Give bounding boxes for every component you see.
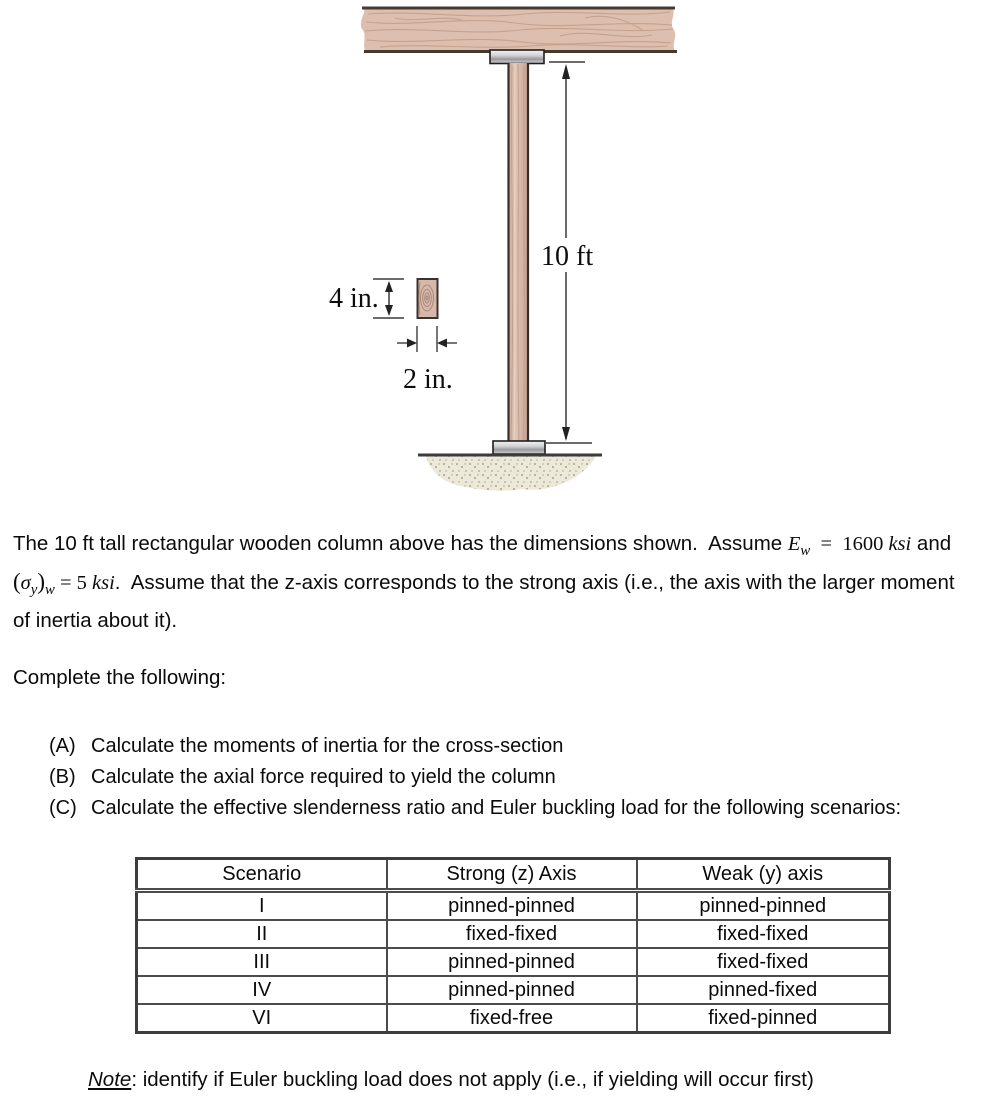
- math-open-paren: (: [13, 569, 21, 594]
- table-cell: fixed-fixed: [637, 920, 890, 948]
- table-cell: IV: [137, 976, 387, 1004]
- cross-section: [418, 279, 438, 318]
- ground: [418, 455, 602, 491]
- table-cell: fixed-fixed: [637, 948, 890, 976]
- task-marker: (B): [49, 766, 76, 788]
- math-ksi-2: ksi: [92, 572, 115, 594]
- top-cap: [490, 50, 544, 64]
- table-header-row: [137, 859, 890, 891]
- task-marker: (C): [49, 797, 77, 819]
- task-item-a: [49, 731, 979, 762]
- problem-statement: [13, 525, 973, 640]
- table-row: [137, 976, 890, 1004]
- math-E-sub: w: [800, 543, 811, 560]
- header-weak-axis: Weak (y) axis: [637, 859, 890, 891]
- header-strong-axis: Strong (z) Axis: [387, 859, 637, 891]
- table-cell: II: [137, 920, 387, 948]
- note-text: : identify if Euler buckling load does not apply (i.e., if yielding will occur first): [131, 1068, 814, 1091]
- width-dimension-label: 2 in.: [403, 364, 453, 395]
- table-cell: pinned-pinned: [387, 891, 637, 921]
- table-row: [137, 948, 890, 976]
- table-cell: VI: [137, 1004, 387, 1033]
- complete-heading: Complete the following:: [13, 666, 227, 689]
- table-cell: pinned-pinned: [387, 948, 637, 976]
- table-cell: III: [137, 948, 387, 976]
- table-cell: I: [137, 891, 387, 921]
- scenario-table: [135, 857, 891, 1034]
- math-close-paren: ): [37, 569, 45, 594]
- table-cell: pinned-pinned: [387, 976, 637, 1004]
- math-equals-5: = 5: [54, 572, 93, 594]
- table-cell: fixed-fixed: [387, 920, 637, 948]
- math-sigma: σ: [20, 572, 31, 594]
- table-cell: fixed-free: [387, 1004, 637, 1033]
- intro-text: and: [911, 532, 957, 555]
- math-E: E: [787, 533, 801, 555]
- table-cell: pinned-fixed: [637, 976, 890, 1004]
- note-label: Note: [88, 1068, 132, 1091]
- base-plate: [493, 441, 545, 454]
- column-figure: [0, 0, 1004, 505]
- table-cell: pinned-pinned: [637, 891, 890, 921]
- intro-text: The 10 ft tall rectangular wooden column above has the dimensions shown. Assume: [13, 532, 788, 555]
- task-marker: (A): [49, 735, 76, 757]
- task-list: [49, 731, 979, 824]
- task-text: Calculate the effective slenderness ratio and Euler buckling load for the following scenarios:: [91, 797, 902, 819]
- width-dimension: [397, 326, 457, 352]
- table-row: [137, 1004, 890, 1033]
- math-equals-1600: = 1600: [810, 533, 889, 555]
- depth-dimension-label: 4 in.: [329, 283, 379, 314]
- task-text: Calculate the axial force required to yield the column: [91, 766, 556, 788]
- intro-text: . Assume that the z-axis corresponds to the strong axis (i.e., the axis with the larger moment of inertia about it).: [13, 571, 961, 632]
- note: [88, 1068, 814, 1092]
- ceiling-beam: [361, 7, 677, 52]
- math-w-sub: w: [44, 582, 55, 599]
- math-sigma-sub: y: [30, 582, 38, 599]
- table-cell: fixed-pinned: [637, 1004, 890, 1033]
- table-row: [137, 891, 890, 921]
- task-text: Calculate the moments of inertia for the cross-section: [91, 735, 564, 757]
- cross-section-diagram: [329, 279, 457, 395]
- header-scenario: Scenario: [137, 859, 387, 891]
- table-row: [137, 920, 890, 948]
- wood-column: [508, 63, 529, 443]
- task-item-c: [49, 793, 979, 824]
- math-ksi-1: ksi: [888, 533, 912, 555]
- task-item-b: [49, 762, 979, 793]
- height-dimension-label: 10 ft: [541, 241, 594, 272]
